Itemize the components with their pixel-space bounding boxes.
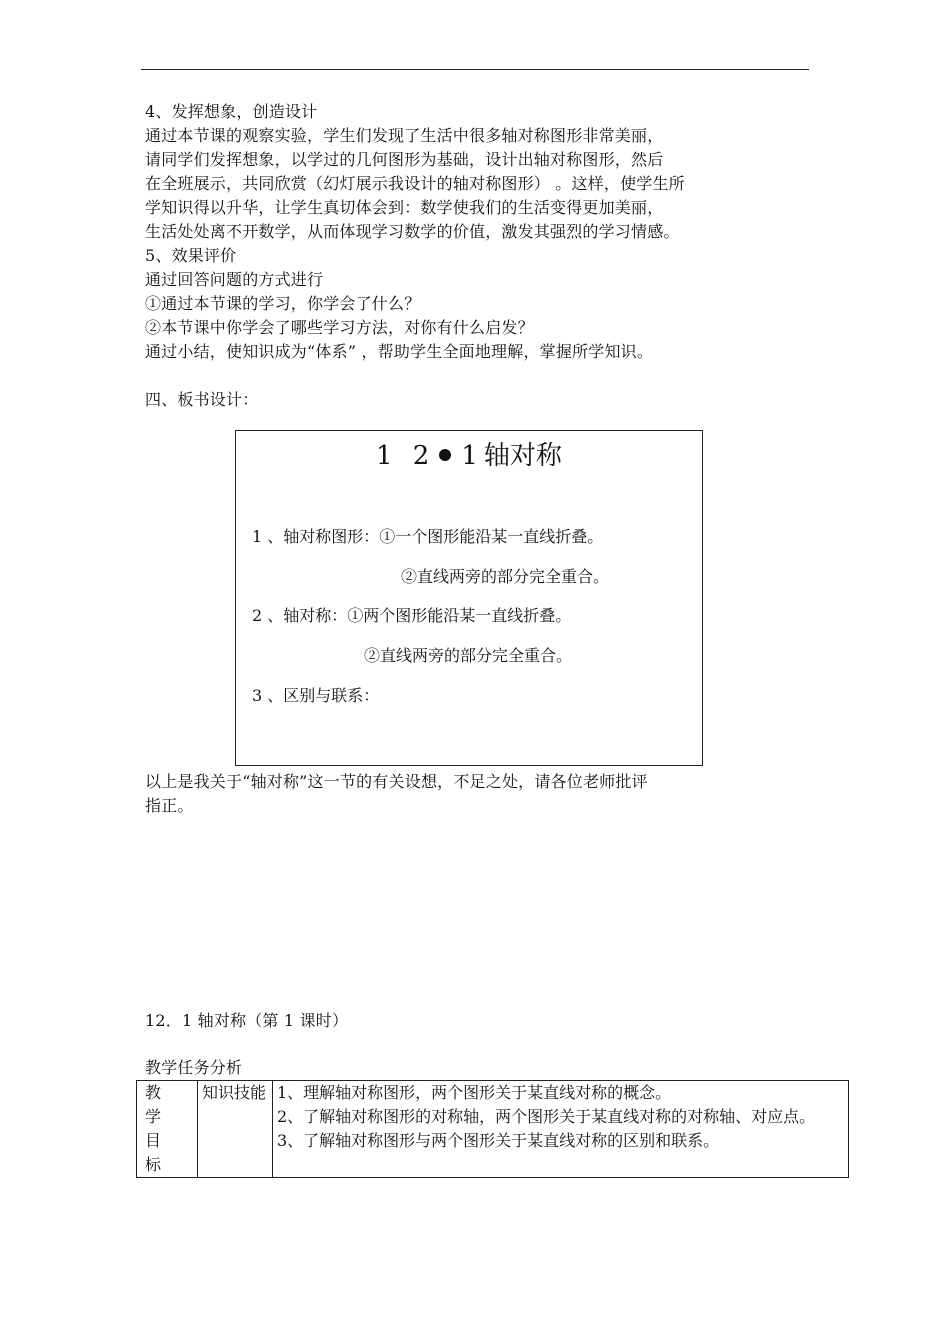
objective-item: 3、了解轴对称图形与两个图形关于某直线对称的区别和联系。 (277, 1131, 720, 1150)
objective-label-char: 标 (145, 1155, 162, 1174)
section4-line: 请同学们发挥想象，以学过的几何图形为基础，设计出轴对称图形，然后 (145, 150, 664, 169)
board-line: 2 、轴对称：①两个图形能沿某一直线折叠。 (252, 606, 572, 625)
board-title-text: 轴对称 (483, 441, 562, 471)
lesson-title: 12．1 轴对称（第 1 课时） (145, 1011, 349, 1030)
objective-label-char: 目 (145, 1131, 162, 1150)
section4-line: 在全班展示，共同欣赏（幻灯展示我设计的轴对称图形） 。这样，使学生所 (145, 174, 685, 193)
board-line: ②直线两旁的部分完全重合。 (364, 646, 573, 665)
board-title-number: 1 (461, 441, 484, 471)
objective-label-char: 学 (145, 1107, 162, 1126)
section5-line: ②本节课中你学会了哪些学习方法，对你有什么启发？ (145, 318, 534, 337)
objective-item: 2、了解轴对称图形的对称轴，两个图形关于某直线对称的对称轴、对应点。 (277, 1107, 816, 1126)
section4-line: 通过本节课的观察实验，学生们发现了生活中很多轴对称图形非常美丽， (145, 126, 664, 145)
board-line: 3 、区别与联系： (252, 686, 380, 705)
board-title (376, 441, 562, 471)
table-row (137, 1081, 849, 1178)
section4-line: 学知识得以升华，让学生真切体会到：数学使我们的生活变得更加美丽， (145, 198, 664, 217)
closing-line: 以上是我关于“轴对称”这一节的有关设想，不足之处，请各位老师批评 (145, 772, 648, 791)
section4-line: 生活处处离不开数学，从而体现学习数学的价值，激发其强烈的学习情感。 (145, 222, 680, 241)
section5-line: 通过回答问题的方式进行 (145, 270, 324, 289)
section5-line: 通过小结，使知识成为“体系” ，帮助学生全面地理解，掌握所学知识。 (145, 342, 654, 361)
board-title-number: 1 2 (376, 441, 436, 471)
section5-line: ①通过本节课的学习，你学会了什么？ (145, 294, 421, 313)
bullet-dot-icon (439, 449, 451, 461)
board-line: 1 、轴对称图形：①一个图形能沿某一直线折叠。 (252, 527, 604, 546)
analysis-heading: 教学任务分析 (145, 1058, 243, 1077)
task-analysis-table (136, 1080, 849, 1178)
board-line: ②直线两旁的部分完全重合。 (401, 567, 610, 586)
knowledge-skill-cell (198, 1081, 273, 1178)
header-rule (141, 69, 809, 70)
objectives-cell (273, 1081, 849, 1178)
section5-heading: 5、效果评价 (145, 246, 237, 265)
closing-line: 指正。 (145, 796, 194, 815)
board-design-box (235, 430, 703, 766)
objective-label-cell (137, 1081, 198, 1178)
section4-heading: 4、发挥想象，创造设计 (145, 102, 318, 121)
board-section-heading: 四、板书设计： (145, 390, 259, 409)
knowledge-skill-label: 知识技能 (202, 1083, 267, 1102)
objective-item: 1、理解轴对称图形，两个图形关于某直线对称的概念。 (277, 1083, 672, 1102)
objective-label-char: 教 (145, 1083, 162, 1102)
